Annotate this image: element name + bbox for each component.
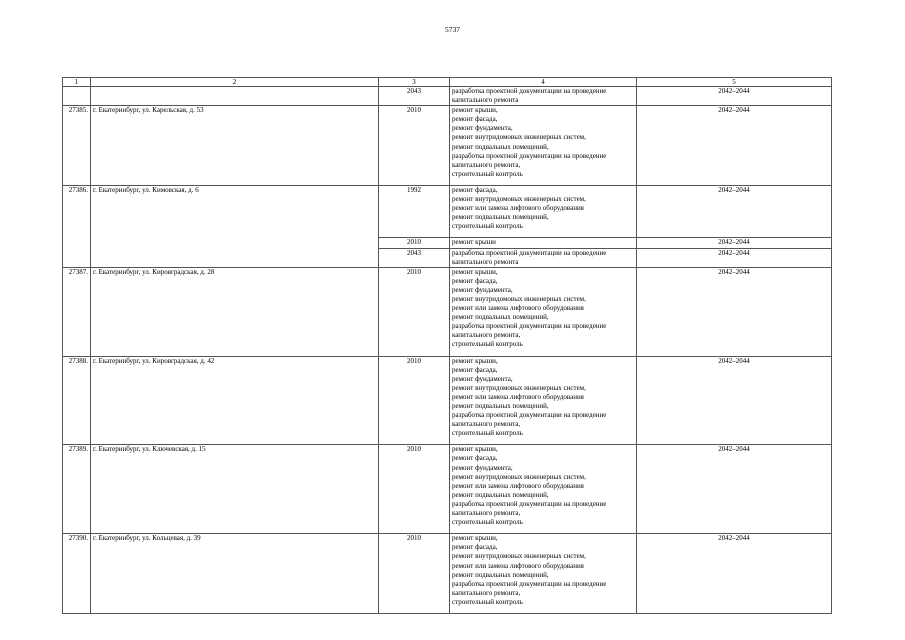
year-cell: 2010 bbox=[379, 106, 450, 186]
works-cell bbox=[450, 356, 637, 445]
work-item: строительный контроль bbox=[452, 340, 523, 349]
period-cell: 2042–2044 bbox=[637, 87, 832, 106]
works-cell bbox=[450, 267, 637, 356]
work-item: ремонт фасада, bbox=[452, 365, 498, 374]
year-cell: 2010 bbox=[379, 445, 450, 534]
work-item: разработка проектной документации на проведение bbox=[452, 411, 607, 420]
address-cell: г. Екатеринбург, ул. Кировградская, д. 42 bbox=[91, 356, 379, 445]
work-item: ремонт подвальных помещений, bbox=[452, 313, 549, 322]
work-item: ремонт внутридомовых инженерных систем, bbox=[452, 383, 586, 392]
work-item: ремонт подвальных помещений, bbox=[452, 570, 549, 579]
row-number-cell bbox=[63, 87, 91, 106]
work-item: ремонт или замена лифтового оборудования bbox=[452, 481, 584, 490]
table-row bbox=[63, 87, 832, 106]
row-number-cell: 27390. bbox=[63, 534, 91, 614]
work-item: ремонт фасада, bbox=[452, 543, 498, 552]
work-item: ремонт или замена лифтового оборудования bbox=[452, 204, 584, 213]
table-row bbox=[63, 534, 832, 614]
period-cell: 2042–2044 bbox=[637, 267, 832, 356]
column-number-3: 3 bbox=[379, 78, 450, 87]
work-item: ремонт фундамента, bbox=[452, 124, 513, 133]
work-item: капитального ремонта, bbox=[452, 160, 521, 169]
table-row bbox=[63, 185, 832, 237]
work-item: ремонт фасада, bbox=[452, 185, 498, 194]
work-item: ремонт внутридомовых инженерных систем, bbox=[452, 552, 586, 561]
address-cell bbox=[91, 87, 379, 106]
work-item: ремонт внутридомовых инженерных систем, bbox=[452, 195, 586, 204]
works-cell bbox=[450, 87, 637, 106]
table-header-row bbox=[63, 78, 832, 87]
period-cell: 2042–2044 bbox=[637, 185, 832, 237]
table-row bbox=[63, 356, 832, 445]
row-number-cell: 27385. bbox=[63, 106, 91, 186]
row-number-cell: 27389. bbox=[63, 445, 91, 534]
period-cell: 2042–2044 bbox=[637, 248, 832, 267]
year-cell: 2043 bbox=[379, 87, 450, 106]
address-cell: г. Екатеринбург, ул. Карельская, д. 53 bbox=[91, 106, 379, 186]
year-cell: 2010 bbox=[379, 356, 450, 445]
work-item: строительный контроль bbox=[452, 429, 523, 438]
work-item: разработка проектной документации на проведение bbox=[452, 499, 607, 508]
period-cell: 2042–2044 bbox=[637, 445, 832, 534]
work-item: разработка проектной документации на проведение bbox=[452, 322, 607, 331]
work-item: ремонт подвальных помещений, bbox=[452, 213, 549, 222]
work-item: разработка проектной документации на проведение bbox=[452, 579, 607, 588]
address-cell: г. Екатеринбург, ул. Ключевская, д. 15 bbox=[91, 445, 379, 534]
work-item: ремонт фасада, bbox=[452, 454, 498, 463]
table-row bbox=[63, 106, 832, 186]
work-item: разработка проектной документации на проведение bbox=[452, 248, 607, 257]
row-number-cell: 27386. bbox=[63, 185, 91, 267]
work-item: капитального ремонта, bbox=[452, 420, 521, 429]
works-cell bbox=[450, 238, 637, 248]
work-item: ремонт подвальных помещений, bbox=[452, 490, 549, 499]
works-cell bbox=[450, 106, 637, 186]
work-item: ремонт фундамента, bbox=[452, 285, 513, 294]
work-item: разработка проектной документации на проведение bbox=[452, 87, 607, 95]
work-item: ремонт или замена лифтового оборудования bbox=[452, 392, 584, 401]
period-cell: 2042–2044 bbox=[637, 356, 832, 445]
column-number-4: 4 bbox=[450, 78, 637, 87]
table-row bbox=[63, 267, 832, 356]
work-item: ремонт внутридомовых инженерных систем, bbox=[452, 133, 586, 142]
work-item: ремонт или замена лифтового оборудования bbox=[452, 561, 584, 570]
column-number-2: 2 bbox=[91, 78, 379, 87]
work-item: строительный контроль bbox=[452, 222, 523, 231]
row-number-cell: 27388. bbox=[63, 356, 91, 445]
work-item: ремонт подвальных помещений, bbox=[452, 142, 549, 151]
works-cell bbox=[450, 445, 637, 534]
work-item: ремонт крыши, bbox=[452, 267, 498, 276]
year-cell: 2010 bbox=[379, 534, 450, 614]
work-item: ремонт фундамента, bbox=[452, 463, 513, 472]
period-cell: 2042–2044 bbox=[637, 534, 832, 614]
work-item: ремонт крыши, bbox=[452, 356, 498, 365]
table-row bbox=[63, 445, 832, 534]
work-item: строительный контроль bbox=[452, 597, 523, 606]
work-item: ремонт фасада, bbox=[452, 115, 498, 124]
works-cell bbox=[450, 534, 637, 614]
work-item: капитального ремонта, bbox=[452, 509, 521, 518]
year-cell: 2010 bbox=[379, 267, 450, 356]
work-item: ремонт подвальных помещений, bbox=[452, 402, 549, 410]
work-item: ремонт внутридомовых инженерных систем, bbox=[452, 294, 586, 303]
work-item: ремонт внутридомовых инженерных систем, bbox=[452, 472, 586, 481]
work-item: ремонт фасада, bbox=[452, 276, 498, 285]
work-item: ремонт крыши, bbox=[452, 106, 498, 115]
year-cell: 1992 bbox=[379, 185, 450, 237]
year-cell: 2043 bbox=[379, 248, 450, 267]
works-cell bbox=[450, 248, 637, 267]
address-cell: г. Екатеринбург, ул. Кировградская, д. 28 bbox=[91, 267, 379, 356]
work-item: капитального ремонта, bbox=[452, 588, 521, 597]
year-cell: 2010 bbox=[379, 238, 450, 248]
period-cell: 2042–2044 bbox=[637, 238, 832, 248]
work-item: ремонт фундамента, bbox=[452, 374, 513, 383]
work-item: строительный контроль bbox=[452, 518, 523, 527]
period-cell: 2042–2044 bbox=[637, 106, 832, 186]
address-cell: г. Екатеринбург, ул. Кимовская, д. 6 bbox=[91, 185, 379, 267]
work-item: капитального ремонта, bbox=[452, 331, 521, 340]
work-item: ремонт крыши, bbox=[452, 445, 498, 454]
address-cell: г. Екатеринбург, ул. Кольцевая, д. 39 bbox=[91, 534, 379, 614]
work-item: ремонт или замена лифтового оборудования bbox=[452, 304, 584, 313]
column-number-5: 5 bbox=[637, 78, 832, 87]
work-item: капитального ремонта bbox=[452, 257, 519, 266]
page-number: 5737 bbox=[445, 25, 460, 34]
work-item: ремонт крыши bbox=[452, 238, 496, 247]
column-number-1: 1 bbox=[63, 78, 91, 87]
work-item: капитального ремонта bbox=[452, 96, 519, 105]
works-cell bbox=[450, 185, 637, 237]
work-item: разработка проектной документации на проведение bbox=[452, 151, 607, 160]
work-item: строительный контроль bbox=[452, 169, 523, 178]
row-number-cell: 27387. bbox=[63, 267, 91, 356]
work-item: ремонт крыши, bbox=[452, 534, 498, 543]
repair-schedule-table bbox=[62, 77, 832, 614]
